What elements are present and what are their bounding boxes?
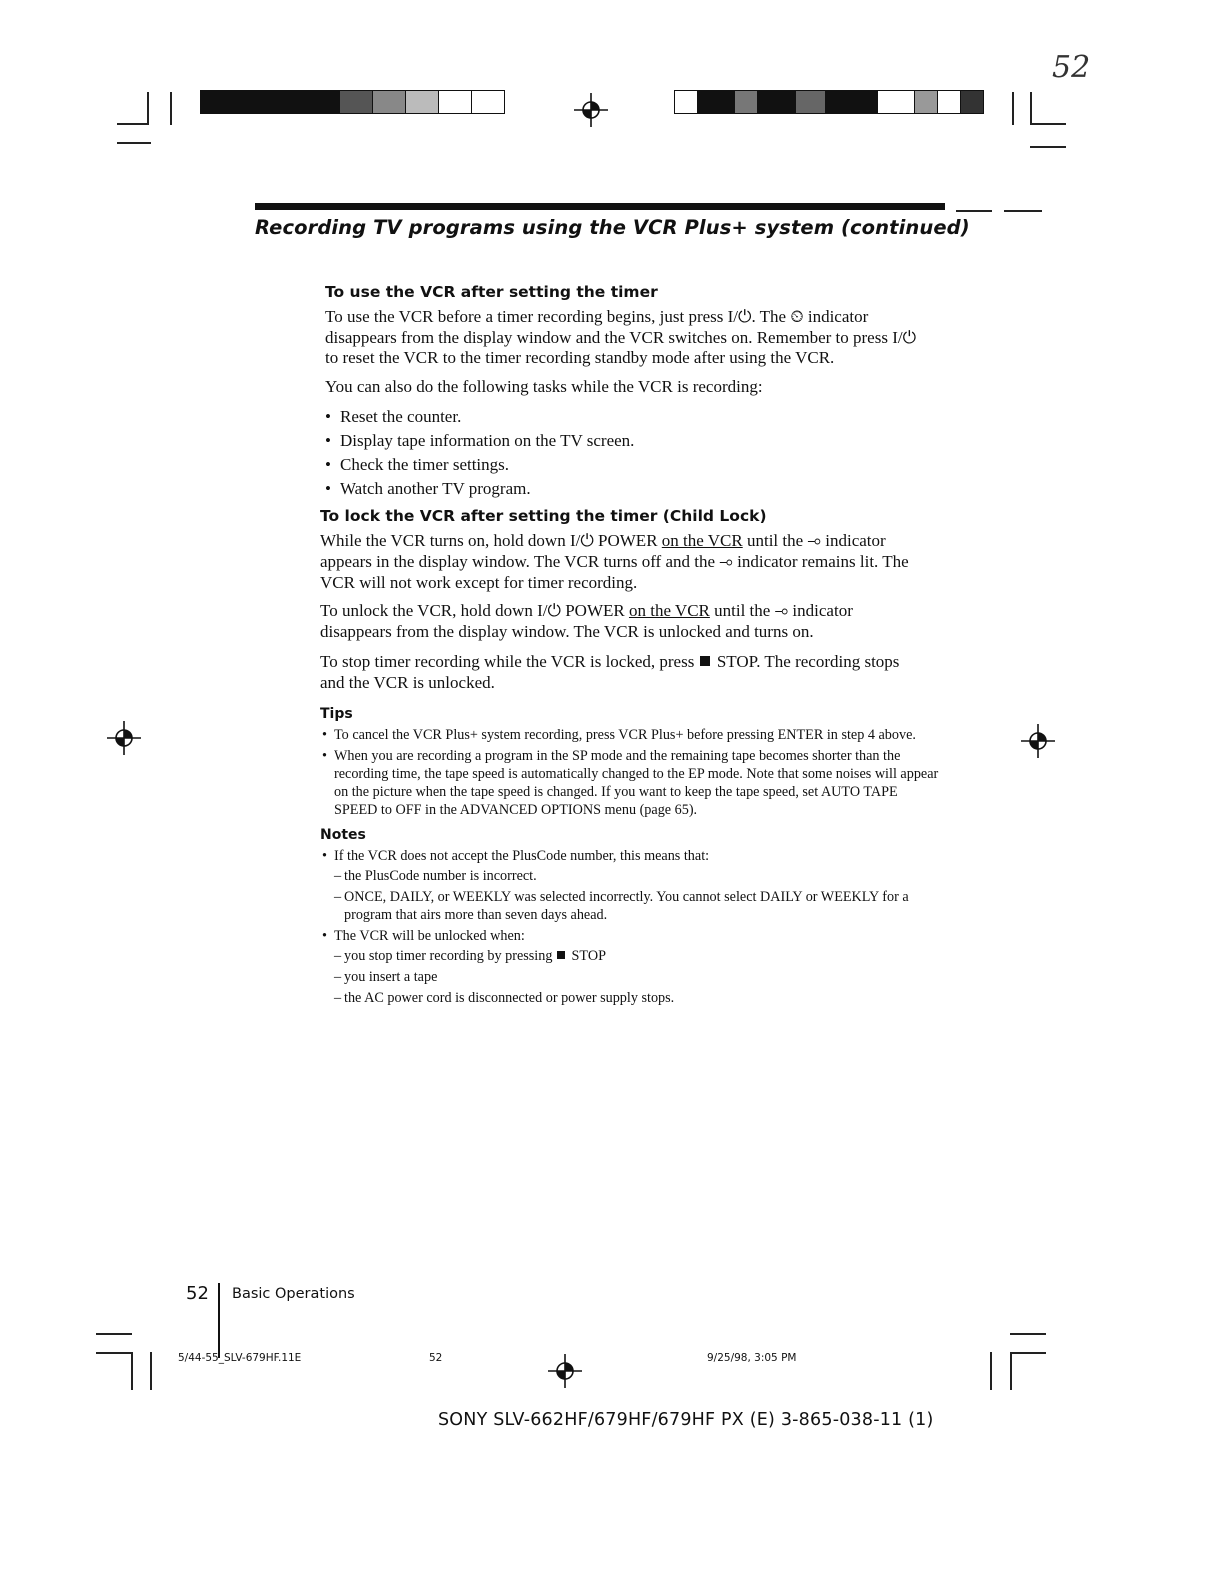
page-number: 52 [186, 1283, 209, 1304]
paragraph: You can also do the following tasks while the VCR is recording: [325, 376, 763, 396]
list-item: • The VCR will be unlocked when: – you stop timer recording by pressing STOP – you insert a tape – the AC power cord is disconnected or power supply stops. [320, 927, 940, 1007]
list-item: • To cancel the VCR Plus+ system recording, press VCR Plus+ before pressing ENTER in step 4 above. [320, 726, 940, 744]
footer-section-name: Basic Operations [232, 1286, 355, 1302]
list-item: • If the VCR does not accept the PlusCode number, this means that: – the PlusCode number is incorrect. – ONCE, DAILY, or WEEKLY was selected incorrectly. You cannot select DAILY or WEEKLY for a program that airs more than seven days ahead. [320, 847, 940, 924]
color-bar-left [200, 90, 505, 114]
crop-mark [1030, 92, 1032, 125]
main-content [320, 283, 940, 1010]
stop-icon [557, 951, 565, 959]
sub-list [334, 947, 940, 1007]
tips-heading: Tips [320, 705, 353, 722]
underlined-text: on the VCR [628, 601, 710, 621]
crop-mark [170, 92, 172, 125]
paragraph: To use the VCR before a timer recording begins, just press I/⏻. The ⏲ indicator disappears from the display window and the VCR switches on. Remember to press I/⏻ to reset the VCR to the timer recording standby mode after using the VCR. [325, 307, 917, 368]
paragraph: To unlock the VCR, hold down I/⏻ POWER on the VCR until the ⊸ indicator disappears from the display window. The VCR is unlocked and turns on. [320, 601, 853, 641]
paragraph: To stop timer recording while the VCR is locked, press STOP. The recording stops and the VCR is unlocked. [320, 652, 900, 692]
underlined-text: on the VCR [661, 531, 743, 551]
crop-mark [150, 1352, 152, 1390]
crop-mark [96, 1333, 132, 1335]
slug-date: 9/25/98, 3:05 PM [707, 1352, 797, 1364]
crop-mark [117, 142, 151, 144]
crop-mark [131, 1352, 133, 1390]
slug-page: 52 [429, 1352, 443, 1364]
list-item: – you insert a tape [334, 968, 940, 986]
list-item: • Check the timer settings. [325, 453, 940, 477]
crop-mark [147, 92, 149, 125]
crop-mark [1010, 1333, 1046, 1335]
notes-heading: Notes [320, 826, 366, 843]
registration-target-icon [574, 93, 608, 127]
footer-divider [218, 1283, 220, 1358]
title-rule [255, 203, 945, 210]
title-dash [956, 210, 992, 212]
registration-target-icon [107, 721, 141, 755]
crop-mark [1012, 92, 1014, 125]
section-title: Recording TV programs using the VCR Plus+ system (continued) [255, 216, 970, 239]
sub-list [334, 867, 940, 924]
stop-icon [700, 656, 710, 666]
crop-mark [96, 1352, 132, 1354]
list-item: • When you are recording a program in the SP mode and the remaining tape becomes shorter than the recording time, the tape speed is automatically changed to the EP mode. Note that some noises will appear on the picture when the tape speed is changed. If you want to keep the tape speed, set AUTO TAPE SPEED to OFF in the ADVANCED OPTIONS menu (page 65). [320, 747, 940, 819]
crop-mark [990, 1352, 992, 1390]
notes-list [320, 847, 940, 1007]
task-list [325, 405, 940, 501]
registration-target-icon [548, 1354, 582, 1388]
slug-filename: 5/44-55_SLV-679HF.11E [178, 1352, 302, 1364]
list-item: – the PlusCode number is incorrect. [334, 867, 940, 885]
color-bar-right [674, 90, 984, 114]
tips-list [320, 726, 940, 819]
list-item: – ONCE, DAILY, or WEEKLY was selected incorrectly. You cannot select DAILY or WEEKLY for a program that airs more than seven days ahead. [334, 888, 940, 924]
handwritten-page-number: 52 [1052, 50, 1091, 85]
list-item: – you stop timer recording by pressing STOP [334, 947, 940, 965]
paragraph: While the VCR turns on, hold down I/⏻ POWER on the VCR until the ⊸ indicator appears in the display window. The VCR turns off and the ⊸ indicator remains lit. The VCR will not work except for timer recording. [320, 531, 909, 592]
model-line: SONY SLV-662HF/679HF/679HF PX (E) 3-865-038-11 (1) [438, 1410, 934, 1430]
heading-after-timer: To use the VCR after setting the timer [325, 283, 658, 301]
crop-mark [1030, 123, 1066, 125]
crop-mark [1010, 1352, 1046, 1354]
registration-target-icon [1021, 724, 1055, 758]
heading-child-lock: To lock the VCR after setting the timer (Child Lock) [320, 507, 767, 526]
title-dash [1004, 210, 1042, 212]
crop-mark [1030, 146, 1066, 148]
list-item: • Reset the counter. [325, 405, 940, 429]
crop-mark [1010, 1352, 1012, 1390]
list-item: – the AC power cord is disconnected or power supply stops. [334, 989, 940, 1007]
list-item: • Display tape information on the TV screen. [325, 429, 940, 453]
list-item: • Watch another TV program. [325, 477, 940, 501]
crop-mark [117, 123, 149, 125]
